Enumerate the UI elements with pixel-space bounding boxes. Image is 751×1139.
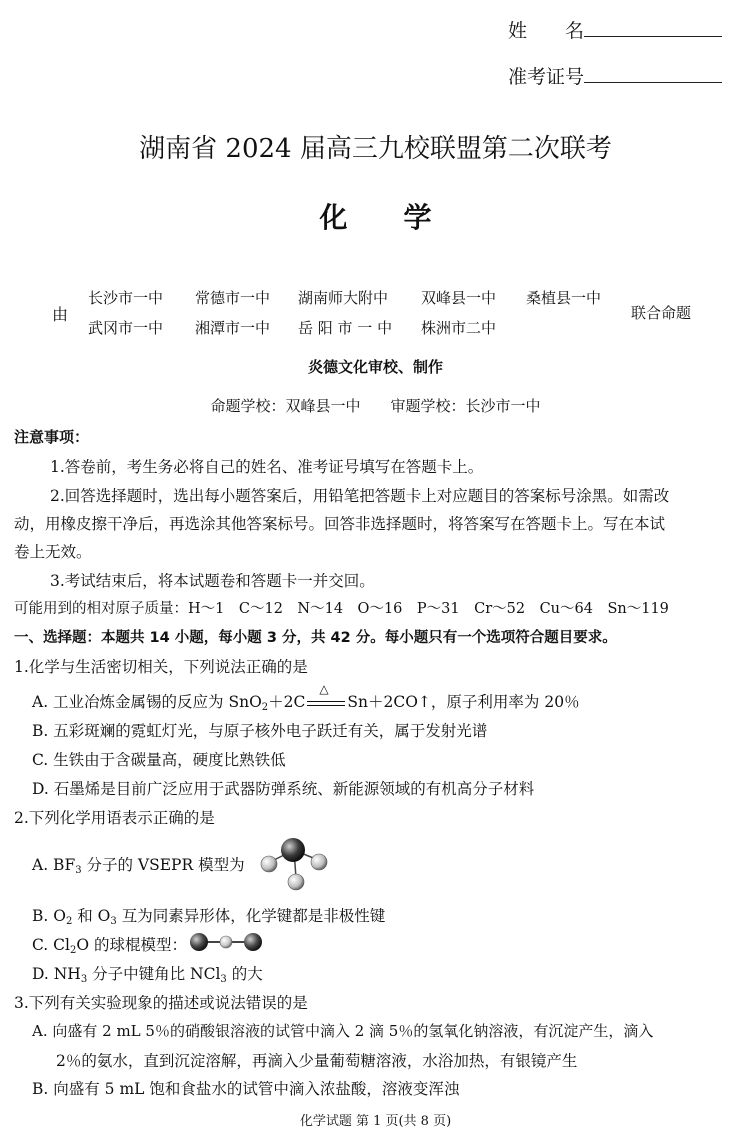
note-1: 1.答卷前，考生务必将自己的姓名、准考证号填写在答题卡上。: [50, 458, 484, 476]
q1-a-sub: 2: [261, 702, 269, 713]
note-2-line-1: 2.回答选择题时，选出每小题答案后，用铅笔把答题卡上对应题目的答案标号涂黑。如需改: [50, 487, 670, 505]
reaction-arrow: [305, 682, 347, 710]
name-label: 姓 名: [508, 20, 585, 42]
q2-b-sub-1: 2: [65, 916, 73, 927]
q2-d-sub-1: 3: [80, 974, 88, 985]
school-5: 桑植县一中: [526, 289, 602, 307]
ball-stick-model-image: [188, 931, 264, 953]
schools-row-1: [88, 287, 601, 308]
school-3: 湖南师大附中: [298, 289, 389, 307]
atom-f-down: [288, 874, 304, 890]
q2-option-c: [32, 933, 187, 956]
q2-a-text-2: 分子的 VSEPR 模型为: [81, 856, 245, 874]
page-footer: 化学试题 第 1 页(共 8 页): [299, 1114, 452, 1129]
q1-a-text-2: ＋2C: [268, 693, 306, 711]
q2-b-text-3: 互为同素异形体，化学键都是非极性键: [116, 907, 386, 925]
q3-option-a-line-2: 2％的氨水，直到沉淀溶解，再滴入少量葡萄糖溶液，水浴加热，有银镜产生: [56, 1052, 578, 1070]
heat-symbol: △: [319, 682, 329, 696]
setters-line: 命题学校：双峰县一中 审题学校：长沙市一中: [210, 397, 541, 415]
q1-a-text-3: Sn＋2CO↑，原子利用率为 20％: [347, 693, 580, 711]
exam-id-field: [508, 60, 722, 89]
exam-id-label: 准考证号: [508, 66, 585, 88]
section-1-heading: 一、选择题：本题共 14 小题，每小题 3 分，共 42 分。每小题只有一个选项符合题目要求。: [14, 630, 617, 646]
note-2-line-2: 动，用橡皮擦干净后，再选涂其他答案标号。回答非选择题时，将答案写在答题卡上。写在本试: [14, 515, 666, 533]
q2-c-text-1: C. Cl: [32, 936, 70, 954]
q2-d-sub-2: 3: [220, 974, 227, 985]
q1-option-d: D. 石墨烯是目前广泛应用于武器防弹系统、新能源领域的有机高分子材料: [32, 780, 535, 798]
q2-a-text-1: A. BF: [32, 856, 76, 874]
schools-prefix: 由: [52, 305, 69, 324]
school-7: 湘潭市一中: [195, 319, 271, 337]
atom-f-right: [311, 854, 327, 870]
q2-d-text-2: 分子中键角比 NCl: [87, 965, 221, 983]
q1-option-a: [32, 682, 580, 713]
name-field: [508, 14, 722, 43]
arrow-line-bottom: [307, 705, 345, 706]
exam-id-blank[interactable]: [584, 60, 722, 83]
name-blank[interactable]: [584, 14, 722, 37]
subject-title: 化 学: [319, 201, 432, 234]
note-3: 3.考试结束后，将本试题卷和答题卡一并交回。: [50, 572, 375, 590]
notes-heading: 注意事项：: [14, 428, 90, 446]
q2-b-text-2: 和 O: [72, 907, 111, 925]
q2-stem: 2.下列化学用语表示正确的是: [14, 809, 215, 827]
school-6: 武冈市一中: [88, 319, 164, 337]
school-4: 双峰县一中: [421, 289, 497, 307]
q2-option-b: [32, 904, 385, 927]
q2-option-d: [32, 962, 263, 985]
q1-option-b: B. 五彩斑斓的霓虹灯光，与原子核外电子跃迁有关，属于发射光谱: [32, 722, 488, 740]
atom-f-left: [261, 856, 277, 872]
q2-b-text-1: B. O: [32, 907, 66, 925]
arrow-line-top: [307, 701, 345, 702]
q1-a-text-1: A. 工业冶炼金属锡的反应为 SnO: [32, 693, 262, 711]
atom-cl-right: [244, 933, 262, 951]
producer-line: 炎德文化审校、制作: [307, 358, 443, 376]
q2-c-text-2: O 的球棍模型：: [76, 936, 187, 954]
school-8: 岳 阳 市 一 中: [298, 319, 393, 337]
vsepr-model-image: [258, 836, 330, 894]
q1-option-c: C. 生铁由于含碳量高，硬度比熟铁低: [32, 751, 286, 769]
schools-row-2: [88, 317, 496, 338]
note-2-line-3: 卷上无效。: [14, 543, 92, 561]
q2-c-sub-1: 2: [69, 945, 77, 956]
q2-a-sub: 3: [75, 865, 82, 876]
atom-cl-left: [190, 933, 208, 951]
school-2: 常德市一中: [195, 289, 271, 307]
q2-d-text-3: 的大: [226, 965, 263, 983]
page-title: 湖南省 2024 届高三九校联盟第二次联考: [139, 134, 612, 164]
atomic-masses: 可能用到的相对原子质量：H～1 C～12 N～14 O～16 P～31 Cr～52 Cu～64 Sn～119: [14, 601, 669, 617]
atom-b-center: [281, 838, 305, 862]
atom-o: [220, 936, 232, 948]
school-9: 株洲市二中: [421, 319, 497, 337]
q2-option-a: [32, 853, 245, 876]
schools-suffix: 联合命题: [631, 304, 692, 322]
q3-stem: 3.下列有关实验现象的描述或说法错误的是: [14, 994, 308, 1012]
q3-option-a-line-1: A. 向盛有 2 mL 5％的硝酸银溶液的试管中滴入 2 滴 5％的氢氧化钠溶液，有沉淀产生，滴入: [32, 1022, 654, 1040]
q3-option-b: B. 向盛有 5 mL 饱和食盐水的试管中滴入浓盐酸，溶液变浑浊: [32, 1080, 460, 1098]
q2-d-text-1: D. NH: [32, 965, 81, 983]
school-1: 长沙市一中: [88, 289, 164, 307]
q1-stem: 1.化学与生活密切相关，下列说法正确的是: [14, 658, 308, 676]
q2-b-sub-2: 3: [110, 916, 117, 927]
